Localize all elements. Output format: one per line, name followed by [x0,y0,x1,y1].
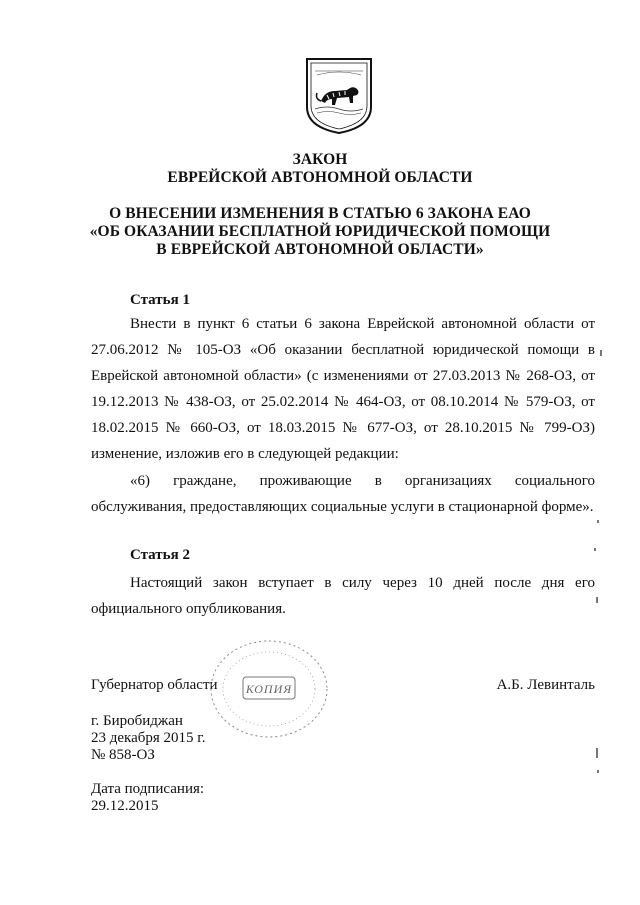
governor-name: А.Б. Левинталь [496,677,595,693]
signing-city: г. Биробиджан [91,713,183,729]
law-subject-line: О ВНЕСЕНИИ ИЗМЕНЕНИЯ В СТАТЬЮ 6 ЗАКОНА ЕАО [109,205,531,222]
scan-artifact [596,748,598,758]
stamp-text: КОПИЯ [245,682,293,696]
article-2-paragraph: Настоящий закон вступает в силу через 10 дней после дня его официального опубликования. [91,575,595,617]
article-1-quoted-paragraph: «6) граждане, проживающие в организациях социального обслуживания, предоставляющих социальные услуги в стационарной форме». [91,473,595,515]
signing-date-value: 29.12.2015 [91,798,159,814]
scan-artifact [600,350,602,356]
law-subject-line: В ЕВРЕЙСКОЙ АВТОНОМНОЙ ОБЛАСТИ» [156,241,484,258]
law-number: № 858-ОЗ [91,747,155,763]
copy-stamp-icon [207,637,332,747]
article-2-title: Статья 2 [130,547,190,563]
article-1-paragraph: Внести в пункт 6 статьи 6 закона Еврейской автономной области от 27.06.2012 № 105-ОЗ «Об оказании бесплатной юридической помощи в Еврейской автономной области» (с изменениями от 27.03.2013 № 268-ОЗ, от 19.12.2013 № 438-ОЗ, от 25.02.2014 № 464-ОЗ, от 08.10.2014 № 579-ОЗ, от 18.02.2015 № 660-ОЗ, от 18.03.2015 № 677-ОЗ, от 28.10.2015 № 799-ОЗ) изменение, изложив его в следующей редакции: [91,316,595,462]
signing-date-label: Дата подписания: [91,781,205,797]
law-type-title: ЗАКОН [292,151,348,168]
coat-of-arms-emblem [303,55,375,135]
law-subject-line: «ОБ ОКАЗАНИИ БЕСПЛАТНОЙ ЮРИДИЧЕСКОЙ ПОМОЩИ [89,223,551,240]
law-region-title: ЕВРЕЙСКОЙ АВТОНОМНОЙ ОБЛАСТИ [167,169,473,186]
scan-artifact [596,597,598,603]
scan-artifact [597,520,599,523]
law-date: 23 декабря 2015 г. [91,730,206,746]
article-1-title: Статья 1 [130,292,190,308]
scan-artifact [594,548,596,551]
governor-title: Губернатор области [91,677,218,693]
scan-artifact [597,770,599,773]
